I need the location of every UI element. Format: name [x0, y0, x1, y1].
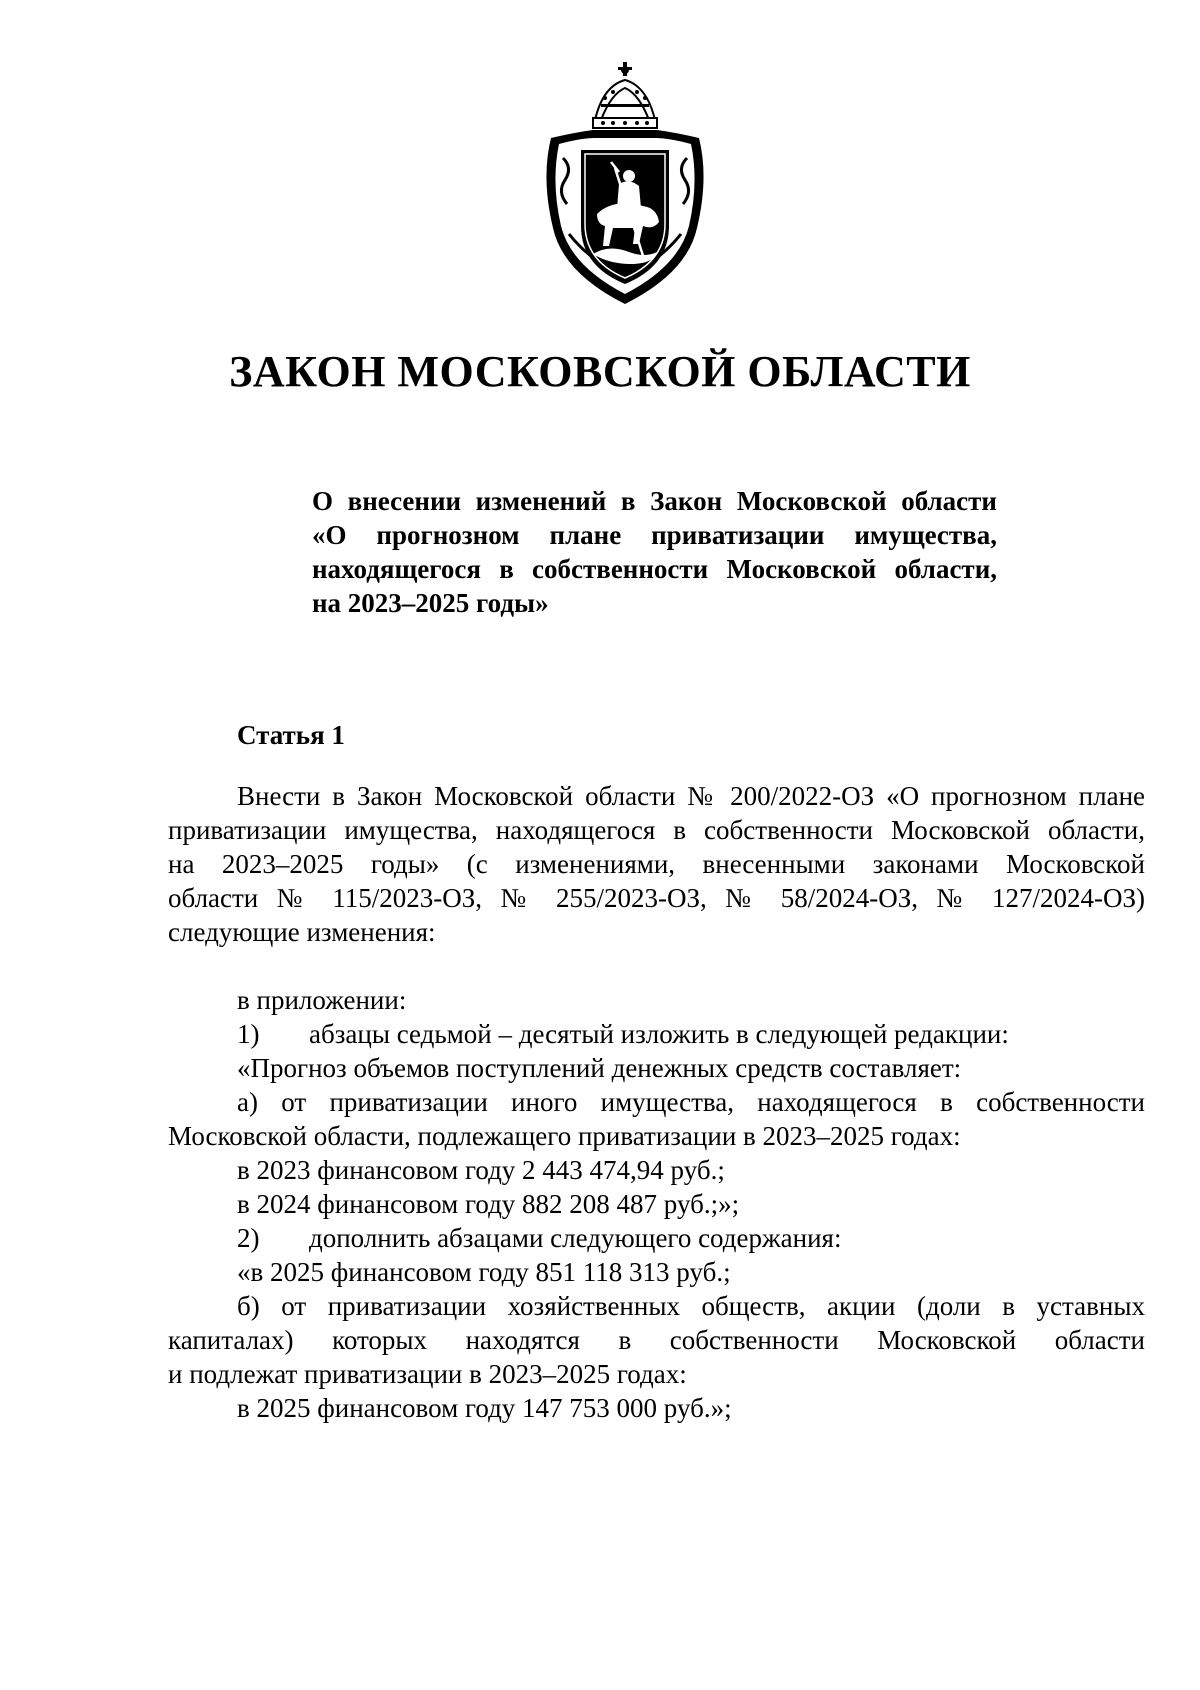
spacer	[168, 949, 1145, 983]
subject-line: О внесении изменений в Закон Московской области	[312, 486, 997, 516]
subject-line: на 2023–2025 годы»	[312, 588, 549, 618]
intro-paragraph	[168, 779, 1145, 949]
text-line: б) от приватизации хозяйственных обществ, акции (доли в уставных	[237, 1291, 1145, 1321]
list-number: 1)	[237, 1019, 260, 1049]
fy2023-line: в 2023 финансовом году 2 443 474,94 руб.;	[237, 1155, 725, 1185]
text-line: области № 115/2023-ОЗ, № 255/2023-ОЗ, № 58/2024-ОЗ, № 127/2024-ОЗ)	[168, 883, 1145, 913]
list-number: 2)	[237, 1223, 260, 1253]
fy2025-line: «в 2025 финансовом году 851 118 313 руб.;	[237, 1257, 731, 1287]
text-line: а) от приватизации иного имущества, находящегося в собственности	[237, 1087, 1145, 1117]
text-line: на 2023–2025 годы» (с изменениями, внесенными законами Московской	[168, 849, 1145, 879]
text-line: следующие изменения:	[168, 917, 436, 947]
subject-line: находящегося в собственности Московской области,	[312, 554, 997, 584]
point-a	[168, 1085, 1145, 1153]
list-item-text: дополнить абзацами следующего содержания:	[309, 1223, 842, 1253]
fy2024-line: в 2024 финансовом году 882 208 487 руб.;»;	[237, 1189, 740, 1219]
fy2025-shares-line: в 2025 финансовом году 147 753 000 руб.»;	[237, 1393, 732, 1423]
law-subject	[312, 484, 997, 620]
point-b	[168, 1289, 1145, 1391]
text-line: и подлежат приватизации в 2023–2025 годах:	[168, 1359, 687, 1389]
annex-paragraph: в приложении:	[237, 985, 407, 1015]
text-line: Внести в Закон Московской области № 200/2022-ОЗ «О прогнозном плане	[237, 781, 1145, 811]
document-title: ЗАКОН МОСКОВСКОЙ ОБЛАСТИ	[229, 347, 971, 396]
coat-of-arms-icon	[533, 58, 718, 308]
text-line: Московской области, подлежащего приватизации в 2023–2025 годах:	[168, 1121, 961, 1151]
subject-line: «О прогнозном плане приватизации имущества,	[312, 520, 997, 550]
forecast-intro: «Прогноз объемов поступлений денежных средств составляет:	[237, 1053, 962, 1083]
article-heading: Статья 1	[237, 720, 345, 750]
list-item-text: абзацы седьмой – десятый изложить в следующей редакции:	[309, 1019, 1009, 1049]
list-item-1	[168, 1017, 1145, 1051]
text-line: капиталах) которых находятся в собственности Московской области	[168, 1325, 1145, 1355]
text-line: приватизации имущества, находящегося в собственности Московской области,	[168, 815, 1145, 845]
article-body	[168, 779, 1145, 1425]
list-item-2	[168, 1221, 1145, 1255]
